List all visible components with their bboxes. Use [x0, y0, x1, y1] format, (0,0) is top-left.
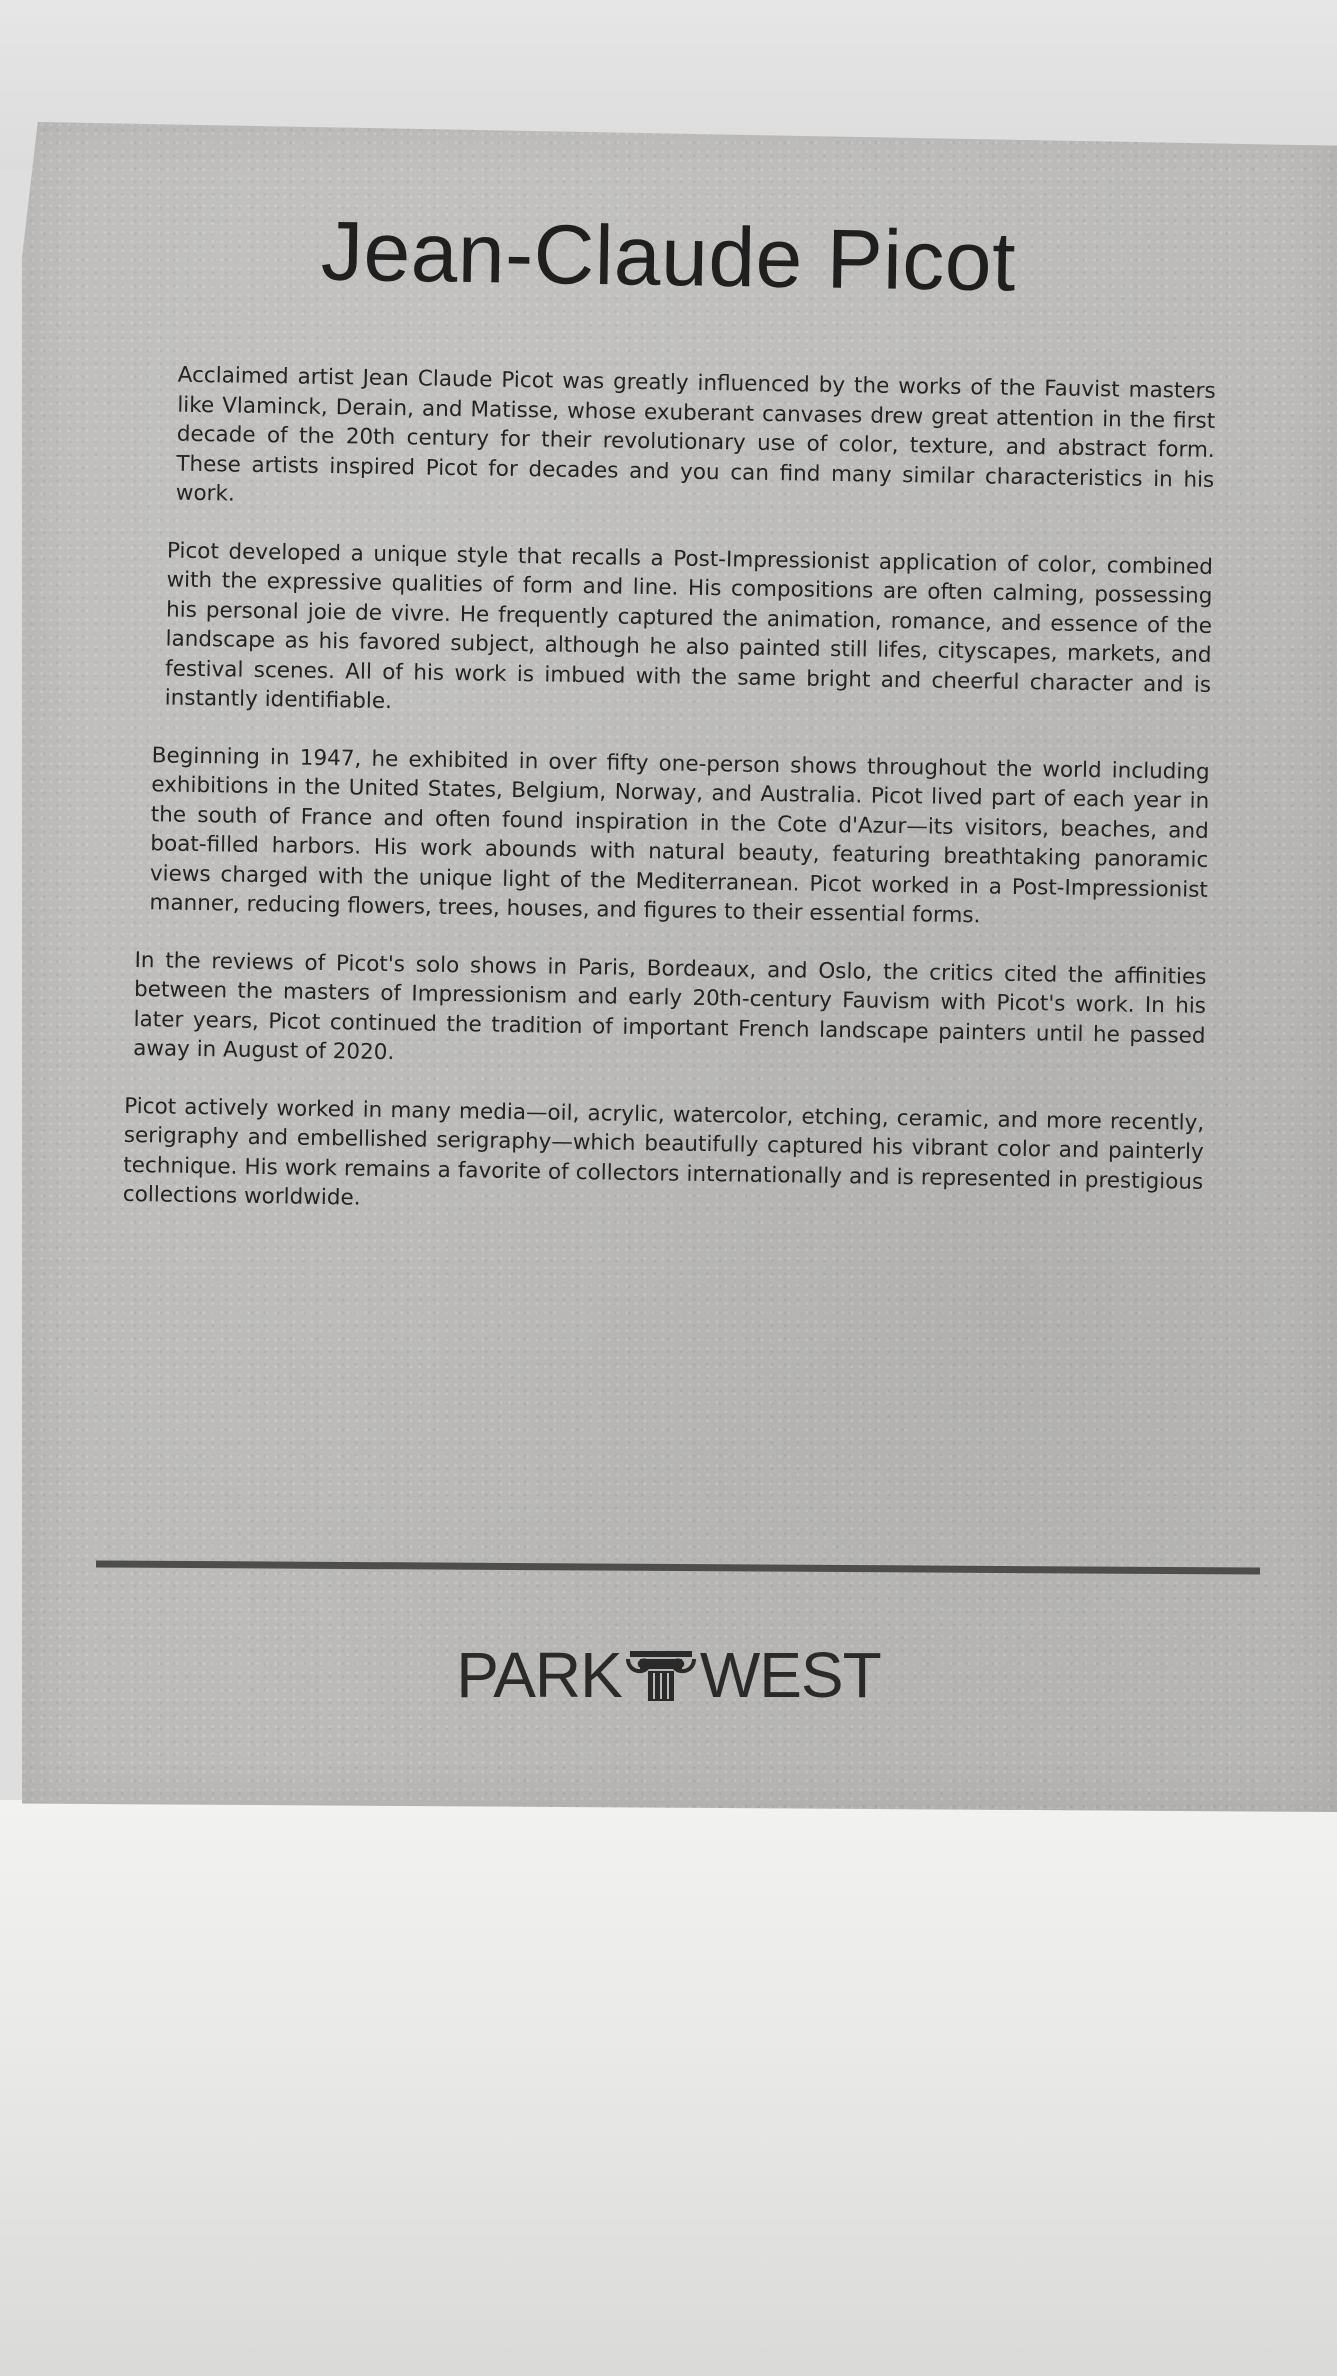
- paragraph-3: Beginning in 1947, he exhibited in over fifty one-person shows throughout the world including exhibitions in the United States, Belgium, Norway, and Australia. Picot lived part of each year in the south of France and often found inspiration in the Cote d'Azur—its visitors, beaches, and boat-filled harbors. His work abounds with natural beauty, featuring breathtaking panoramic views charged with the unique light of the Mediterranean. Picot worked in a Post-Impressionist manner, reducing flowers, trees, houses, and figures to their essential forms.: [149, 742, 1210, 929]
- brand-logo: [0, 1638, 1337, 1712]
- paragraph-1: Acclaimed artist Jean Claude Picot was greatly influenced by the works of the Fauvist masters like Vlaminck, Derain, and Matisse, whose exuberant canvases drew great attention in the first decade of the 20th century for their revolutionary use of color, texture, and abstract form. These artists inspired Picot for decades and you can find many similar characteristics in his work.: [175, 362, 1216, 507]
- ionic-column-capital-icon: [626, 1644, 696, 1702]
- paragraph-4: In the reviews of Picot's solo shows in Paris, Bordeaux, and Oslo, the critics cited the affinities between the masters of Impressionism and early 20th-century Fauvism with Picot's work. In his later years, Picot continued the tradition of important French landscape painters until he passed away in August of 2020.: [132, 947, 1207, 1066]
- brand-left-word: PARK: [456, 1639, 622, 1711]
- paragraph-5: Picot actively worked in many media—oil, acrylic, watercolor, etching, ceramic, and more recently, serigraphy and embellished serigraphy—which beautifully captured his vibrant color and painterly technique. His work remains a favorite of collectors internationally and is represented in prestigious collections worldwide.: [122, 1093, 1205, 1211]
- brand-right-word: WEST: [699, 1639, 881, 1711]
- document-title: Jean-Claude Picot: [320, 203, 1017, 309]
- background-table: [0, 1800, 1337, 2376]
- paragraph-2: Picot developed a unique style that recalls a Post-Impressionist application of color, combined with the expressive qualities of form and line. His compositions are often calming, possessing his personal joie de vivre. He frequently captured the animation, romance, and essence of the landscape as his favored subject, although he also painted still lifes, cityscapes, markets, and festival scenes. All of his work is imbued with the same bright and cheerful character and is instantly identifiable.: [164, 538, 1214, 715]
- biography-text: [122, 360, 1216, 1254]
